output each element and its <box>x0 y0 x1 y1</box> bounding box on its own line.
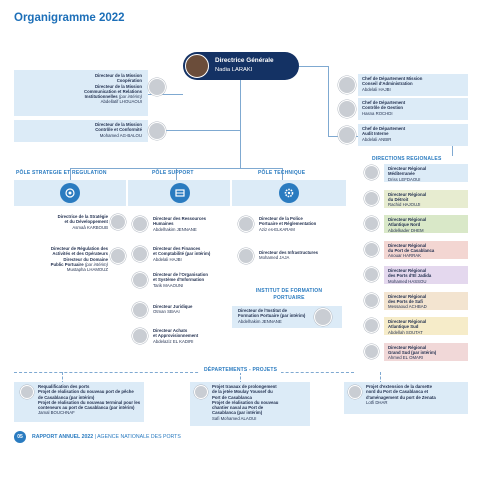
card-title-line: de la jetée Moulay Youssef du <box>212 389 273 395</box>
connector-line <box>14 372 354 373</box>
person-name: Safi Mohamed ALAOUI <box>212 415 257 421</box>
card-title-line: Institutionnelles <box>84 94 118 100</box>
card-title-line: Directeur de la Mission <box>94 83 142 89</box>
card-title-line: Conseil d'Administration <box>362 81 413 87</box>
card-title-line: conteneurs au port de Casablanca (par intérim) <box>38 405 135 411</box>
card-title-line: Directeur Régional <box>388 293 427 299</box>
avatar <box>194 385 208 399</box>
card-title-line: et du Développement <box>64 219 108 225</box>
person-name: Ahmed EL OMARI <box>388 355 424 361</box>
card-title-line: Activités et des Opérateurs <box>52 251 108 257</box>
page-title: Organigramme 2022 <box>14 12 125 24</box>
avatar <box>348 385 362 399</box>
person-name: Lotfi DHAR <box>366 399 388 405</box>
card-title-line: Chef de Département Mission <box>362 76 423 81</box>
person-name: Hasna ROCHDI <box>362 110 393 116</box>
card-title-line: des Ports de Safi <box>388 298 423 304</box>
footer-text <box>32 434 181 440</box>
card-title-line: Projet travaux de prolongement <box>212 384 277 389</box>
card-title-line: Port de Casablanca <box>212 394 252 400</box>
card-title-line: nord du Port de Casablanca et <box>366 389 429 395</box>
region-card <box>384 190 468 208</box>
avatar <box>364 318 379 333</box>
projet-card <box>14 382 144 422</box>
card-title-line: Grand Sud (par intérim) <box>388 349 437 355</box>
avatar <box>364 242 379 257</box>
avatar <box>364 344 379 359</box>
connector-line <box>240 80 241 168</box>
person-name: Abdellah SOUTAT <box>388 329 423 335</box>
card-title-line: Directeur Régional <box>388 319 427 324</box>
support-icon <box>170 183 190 203</box>
avatar <box>148 78 166 96</box>
card-title-line: Chef de Département <box>362 126 406 131</box>
support-card <box>153 304 231 315</box>
avatar <box>338 126 356 144</box>
region-card <box>384 241 468 259</box>
card-title-line: Directeur Achats <box>153 328 188 333</box>
card-title-line: Directeur de la Mission <box>94 122 142 127</box>
avatar <box>238 248 254 264</box>
support-card <box>153 246 231 262</box>
pole-support-title: PÔLE SUPPORT <box>152 170 194 176</box>
page-number: 05 <box>14 431 26 443</box>
dept-controle-gestion-card <box>358 98 468 120</box>
dept-audit-card <box>358 124 468 146</box>
avatar <box>338 76 356 94</box>
person-name: Mohamed AG-BALOU <box>99 132 142 138</box>
card-note: (par intérim) <box>118 94 142 100</box>
technique-card <box>259 250 347 261</box>
card-title-line: Casablanca (par intérim) <box>212 410 263 416</box>
support-card <box>153 328 231 344</box>
agency-name: AGENCE NATIONALE DES PORTS <box>97 434 181 440</box>
avatar <box>364 165 379 180</box>
card-title-line: Directeur de la Police <box>259 216 303 221</box>
person-name: Mustapha LHAMOUZ <box>66 267 108 273</box>
director-general-card <box>183 52 299 80</box>
region-card <box>384 266 468 284</box>
institut-title: INSTITUT DE FORMATION PORTUAIRE <box>255 288 323 301</box>
card-title-line: Chef de Département <box>362 100 406 105</box>
person-name: Mohamed JAJA <box>259 255 290 261</box>
card-title-line: Audit Interne <box>362 131 389 137</box>
avatar <box>132 328 148 344</box>
card-title-line: Projet de réalisation du nouveau port de pêche <box>38 389 134 395</box>
person-name: Abdellatif LHOUAOUI <box>100 99 142 105</box>
person-name: Jamal BOUCHNAF <box>38 410 75 416</box>
person-name: Mohamed HASSOU <box>388 278 427 284</box>
card-title-line: Directeur de l'Institut de <box>238 308 288 313</box>
card-title-line: Projet de réalisation du nouveau terminal pour les <box>38 399 141 405</box>
card-title-line: Directeur Juridique <box>153 304 193 309</box>
region-card <box>384 343 468 361</box>
card-title-line: Directeur de la Mission <box>94 73 142 78</box>
dept-conseil-card <box>358 74 468 96</box>
avatar <box>148 122 166 140</box>
avatar <box>185 54 209 78</box>
avatar <box>110 248 126 264</box>
avatar <box>132 246 148 262</box>
person-name: Abdelhakim JENNANE <box>153 226 197 232</box>
avatar <box>364 191 379 206</box>
avatar <box>364 267 379 282</box>
mission-cooperation-card <box>14 70 148 116</box>
card-title-line: et Approvisionnement <box>153 333 199 339</box>
card-title-line: Directeur des Finances <box>153 246 201 251</box>
footer-separator: | <box>94 434 96 440</box>
avatar <box>338 100 356 118</box>
card-title-line: Contrôle et Conformité <box>95 127 142 133</box>
report-title: RAPPORT ANNUEL 2022 <box>32 434 94 440</box>
card-title-line: Directeur de l'Organisation <box>153 272 208 277</box>
card-title-line: Directeur Régional <box>388 344 427 350</box>
pole-strategie-title: PÔLE STRATEGIE ET REGULATION <box>16 170 107 176</box>
avatar <box>132 302 148 318</box>
dg-title: Directrice Générale <box>215 57 274 64</box>
card-title-line: Communication et Relations <box>83 88 142 94</box>
card-title-line: et Comptabilité (par intérim) <box>153 251 211 257</box>
connector-line <box>328 66 329 136</box>
person-name: Abdelkader DHEM <box>388 227 424 233</box>
person-name: Anouar HARRAK <box>388 253 421 259</box>
card-title-line: de Casablanca (par intérim) <box>38 394 95 400</box>
avatar <box>364 293 379 308</box>
card-title-line: Projet d'extension de la darsette <box>366 384 432 389</box>
person-name: Tarik MAAOUNI <box>153 282 184 288</box>
dg-name: Nadia LARAKI <box>215 67 253 73</box>
support-card <box>153 216 231 232</box>
card-title-line: Portuaire et Réglementation <box>259 221 317 227</box>
region-card <box>384 164 468 182</box>
card-title-line: Directeur des Infrastructures <box>259 250 318 255</box>
person-name: Abdelhakim JENNANE <box>238 318 282 324</box>
card-title-line: Contrôle de Gestion <box>362 105 404 111</box>
card-title-line: Requalification des ports <box>38 384 90 389</box>
person-name: Asmaâ KARBOUB <box>72 224 108 230</box>
avatar <box>314 308 332 326</box>
card-note: (par intérim) <box>84 261 108 267</box>
avatar <box>238 216 254 232</box>
person-name: Otman SBAAI <box>153 309 180 315</box>
technique-card <box>259 216 347 232</box>
person-name: Messaoud ACHBAD <box>388 304 427 310</box>
projets-title: DÉPARTEMENTS - PROJETS <box>200 367 281 373</box>
regulation-card <box>6 246 108 272</box>
card-title-line: Public Portuaire <box>50 261 84 267</box>
card-title-line: Directeur Régional <box>388 166 427 171</box>
strategie-card <box>14 214 108 230</box>
person-name: Abdelali HAJBI <box>362 86 391 92</box>
card-title-line: Atlantique Nord <box>388 222 421 228</box>
person-name: Abdelali HAJBI <box>153 256 182 262</box>
card-title-line: Directeur de Régulation des <box>50 246 108 251</box>
person-name: Abdelali ANBIR <box>362 136 392 142</box>
card-title-line: Directeur des Ressources <box>153 216 207 221</box>
card-title-line: Coopération <box>116 78 142 84</box>
region-card <box>384 317 468 335</box>
mission-controle-card <box>14 120 148 142</box>
card-title-line: Directeur Régional <box>388 217 427 222</box>
card-title-line: des Ports d'El Jadida <box>388 273 432 279</box>
avatar <box>110 214 126 230</box>
person-name: Abdelaziz EL KADIRI <box>153 338 194 344</box>
connector-line <box>299 66 329 67</box>
card-title-line: Directeur Régional <box>388 191 427 197</box>
gear-icon <box>279 183 299 203</box>
card-title-line: Atlantique Sud <box>388 324 419 330</box>
card-title-line: du Port de Casablanca <box>388 247 435 253</box>
avatar <box>364 216 379 231</box>
card-title-line: Humaines <box>153 221 174 227</box>
projet-card <box>190 382 310 426</box>
regions-title: DIRECTIONS REGIONALES <box>372 156 442 162</box>
region-card <box>384 292 468 310</box>
region-card <box>384 215 468 233</box>
person-name: Rachid HAJOUJI <box>388 202 421 208</box>
card-title-line: d'aménagement du port de Zenata <box>366 394 436 400</box>
card-title-line: Directeur Régional <box>388 268 427 273</box>
person-name: Driss LEFDAOUI <box>388 176 421 182</box>
person-name: Aziz es-ELKARAM <box>259 226 295 232</box>
pole-technique-title: PÔLE TECHNIQUE <box>258 170 306 176</box>
card-title-line: du Détroit <box>388 196 409 202</box>
card-title-line: et Système d'Information <box>153 277 205 283</box>
card-title-line: Formation Portuaire (par intérim) <box>238 313 306 319</box>
avatar <box>132 272 148 288</box>
card-title-line: Directeur du Domaine <box>63 256 108 262</box>
strategy-icon <box>60 183 80 203</box>
card-title-line: chantier naval au Port de <box>212 405 264 411</box>
card-title-line: Directeur Régional <box>388 242 427 248</box>
avatar <box>20 385 34 399</box>
projet-card <box>344 382 468 414</box>
card-title-line: Projet de réalisation du nouveau <box>212 399 279 405</box>
card-title-line: Directrice de la Stratégie <box>57 214 108 219</box>
avatar <box>132 216 148 232</box>
support-card <box>153 272 231 288</box>
card-title-line: Méditerranée <box>388 171 415 177</box>
